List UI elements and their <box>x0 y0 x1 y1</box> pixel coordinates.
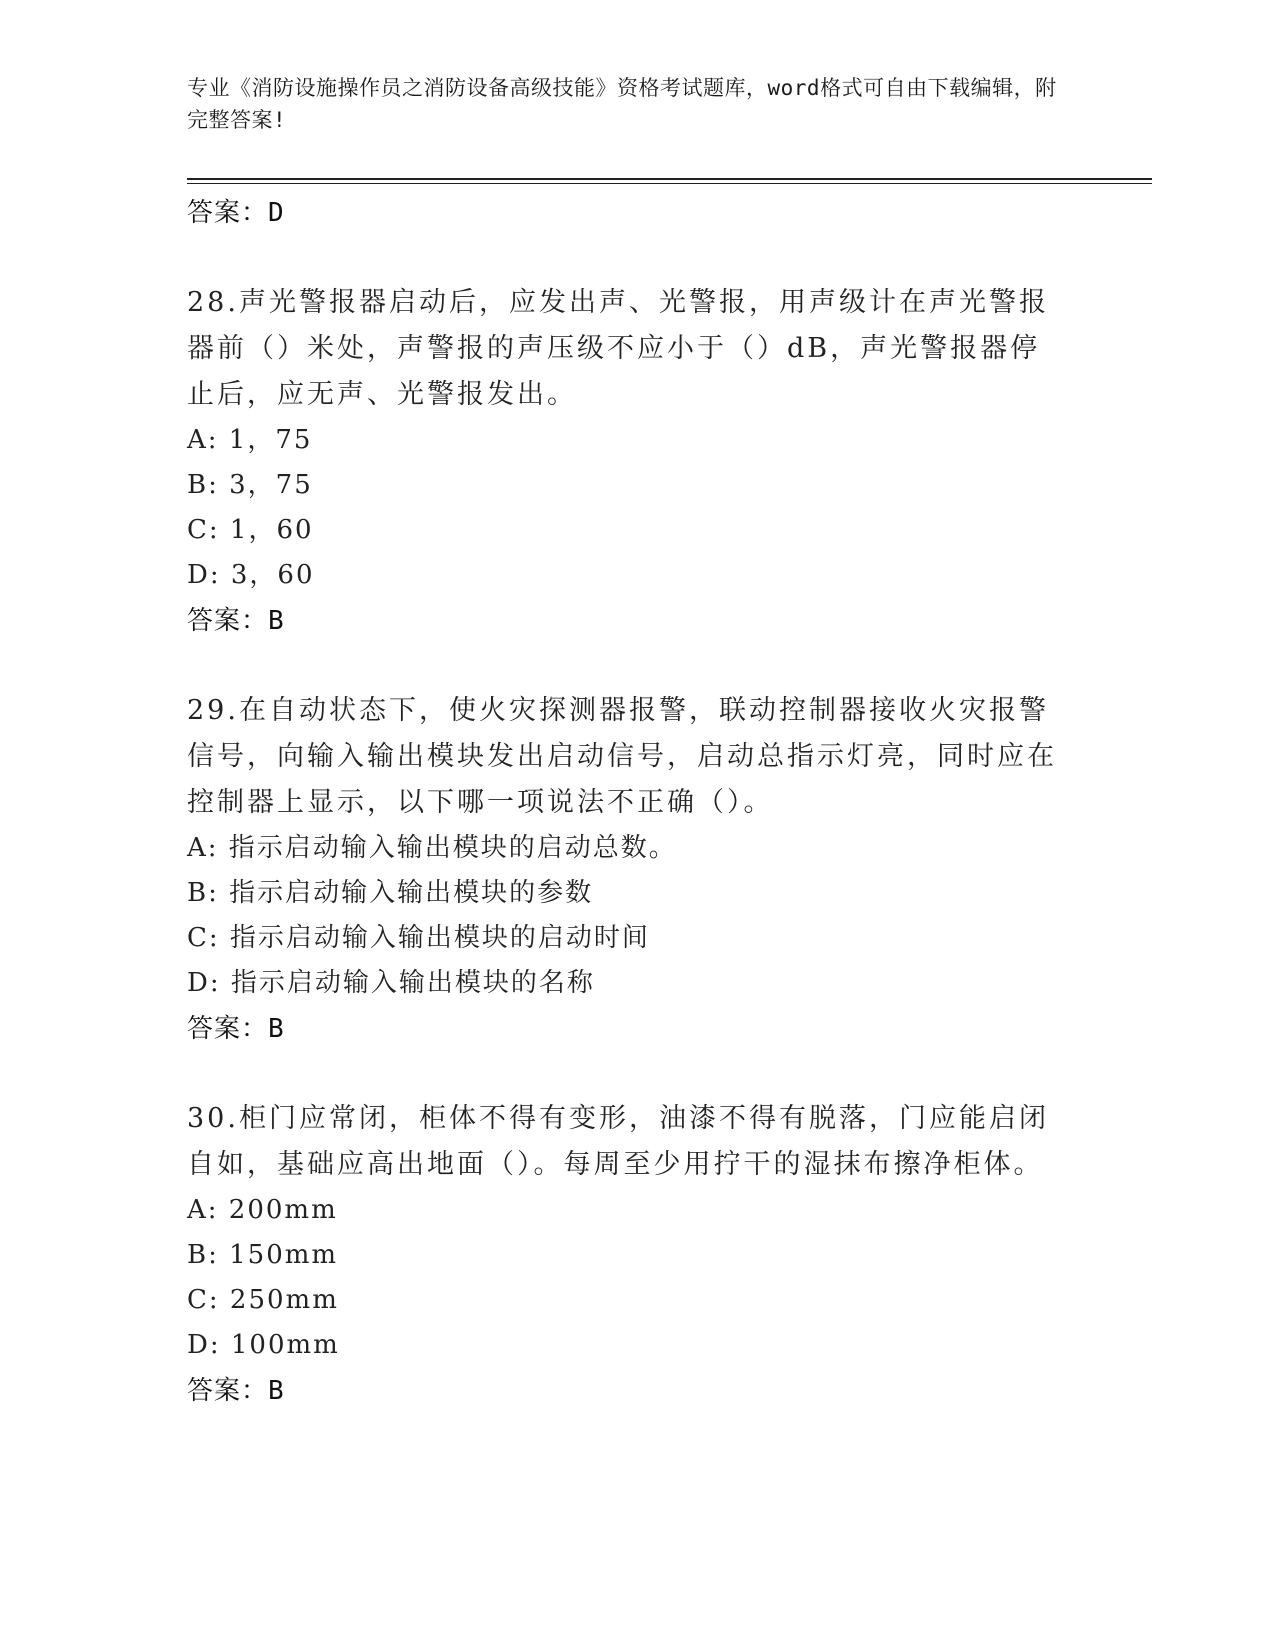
option-b: B: 150mm <box>187 1240 339 1270</box>
question-text: 29.在自动状态下，使火灾探测器报警，联动控制器接收火灾报警信号，向输入输出模块发出启动信号，启动总指示灯亮，同时应在控制器上显示，以下哪一项说法不正确（）。 <box>187 695 1057 818</box>
answer: 答案：B <box>187 1376 285 1406</box>
option-a: A: 指示启动输入输出模块的启动总数。 <box>187 833 677 863</box>
question-block-30 <box>187 1096 1087 1414</box>
option-b: B: 3，75 <box>187 470 313 500</box>
document-header: 专业《消防设施操作员之消防设备高级技能》资格考试题库，word格式可自由下载编辑，附完整答案! <box>187 76 1057 132</box>
option-c: C: 指示启动输入输出模块的启动时间 <box>187 923 650 953</box>
question-text: 28.声光警报器启动后，应发出声、光警报，用声级计在声光警报器前（）米处，声警报的声压级不应小于（）dB，声光警报器停止后，应无声、光警报发出。 <box>187 287 1049 410</box>
option-b: B: 指示启动输入输出模块的参数 <box>187 878 594 908</box>
option-d: D: 指示启动输入输出模块的名称 <box>187 968 595 998</box>
option-a: A: 200mm <box>187 1195 338 1225</box>
header-divider-thin <box>187 183 1152 184</box>
option-c: C: 1，60 <box>187 515 314 545</box>
option-c: C: 250mm <box>187 1285 339 1315</box>
option-d: D: 3，60 <box>187 560 315 590</box>
question-block-29 <box>187 688 1087 1052</box>
option-a: A: 1，75 <box>187 425 313 455</box>
previous-answer: 答案：D <box>187 198 285 228</box>
question-text: 30.柜门应常闭，柜体不得有变形，油漆不得有脱落，门应能启闭自如，基础应高出地面（）。每周至少用拧干的湿抹布擦净柜体。 <box>187 1103 1049 1180</box>
header-divider-thick <box>187 178 1152 180</box>
option-d: D: 100mm <box>187 1330 340 1360</box>
answer: 答案：B <box>187 606 285 636</box>
question-block-28 <box>187 280 1087 644</box>
question-list <box>187 190 1087 1414</box>
answer: 答案：B <box>187 1014 285 1044</box>
